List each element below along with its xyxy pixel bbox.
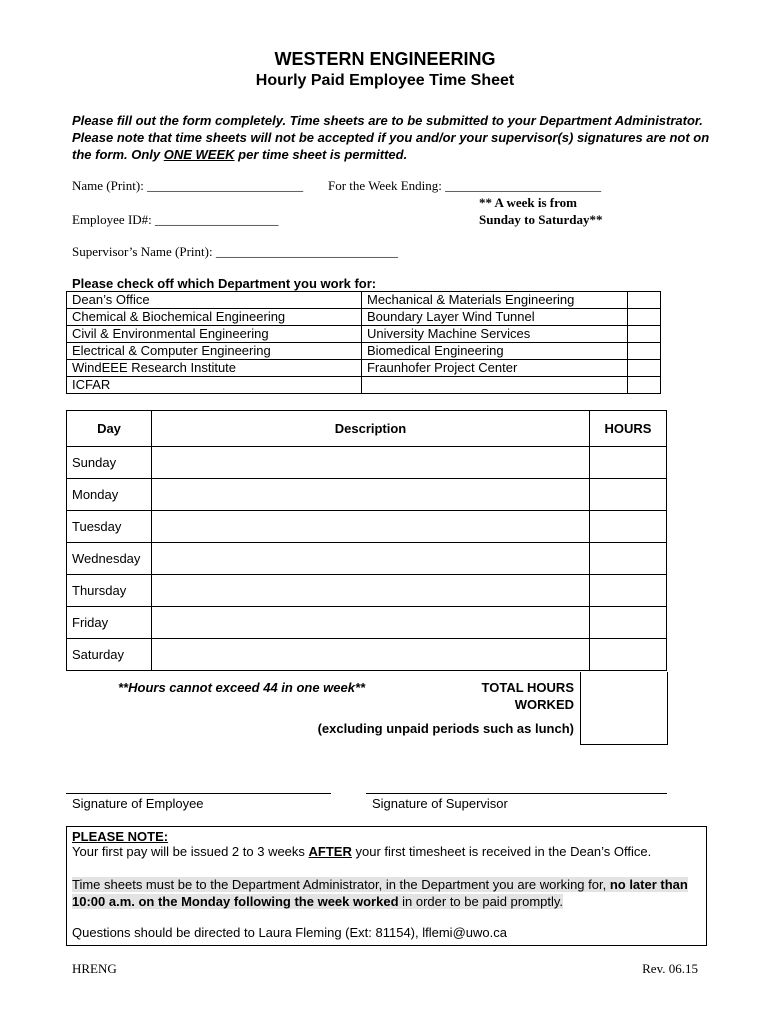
note-questions: Questions should be directed to Laura Fleming (Ext: 81154), lflemi@uwo.ca [72,925,507,940]
description-column-header: Description [152,411,590,447]
day-row-sunday [67,447,667,479]
week-note-line2: Sunday to Saturday** [479,212,603,227]
note-first-pay-a: Your first pay will be issued 2 to 3 weeks [72,844,309,859]
total-hours-label-line1: TOTAL HOURS [481,680,574,695]
day-row-monday [67,479,667,511]
employee-id-field[interactable]: Employee ID#: ___________________ [72,212,279,227]
instructions-part1: Please fill out the form completely. Time sheets are to be submitted to your Department Administrator. Please note that time sheets will not be accepted if you and/or your supervisor(s) signatures are not on the form. Only [72,113,710,162]
department-checkbox[interactable] [627,292,660,309]
department-table [66,291,661,394]
please-note-box [66,826,707,946]
hours-limit-note: **Hours cannot exceed 44 in one week** [118,680,366,695]
department-checkbox[interactable] [340,326,361,343]
department-checkbox[interactable] [627,360,660,377]
department-checkbox[interactable] [627,309,660,326]
note-first-pay [67,844,706,859]
department-checkbox[interactable] [340,309,361,326]
day-row-friday [67,607,667,639]
hours-cell[interactable] [590,575,667,607]
week-ending-field[interactable]: For the Week Ending: ________________________ [328,178,602,193]
department-checkbox[interactable] [340,292,361,309]
employee-signature-label: Signature of Employee [72,796,204,811]
note-first-pay-after: AFTER [308,844,352,859]
hours-cell[interactable] [590,511,667,543]
department-checkbox[interactable] [627,343,660,360]
department-checkbox[interactable] [340,377,361,394]
department-left-label: ICFAR [67,377,341,394]
department-heading: Please check off which Department you work for: [72,276,377,291]
department-row [67,292,661,309]
description-cell[interactable] [152,447,590,479]
day-label: Friday [67,607,152,639]
department-row [67,343,661,360]
day-label: Thursday [67,575,152,607]
department-checkbox[interactable] [340,343,361,360]
employee-signature-line[interactable] [66,793,331,794]
department-row [67,309,661,326]
footer-code: HRENG [72,961,117,976]
name-field[interactable]: Name (Print): ________________________ [72,178,304,193]
day-row-saturday [67,639,667,671]
hours-cell[interactable] [590,479,667,511]
timesheet-header-row [67,411,667,447]
department-left-label: Dean’s Office [67,292,341,309]
note-deadline-b: no later than 10:00 a.m. on the Monday following the week worked [72,877,688,909]
day-row-wednesday [67,543,667,575]
day-label: Saturday [67,639,152,671]
note-first-pay-c: your first timesheet is received in the Dean’s Office. [351,844,652,859]
department-row [67,377,661,394]
hours-cell[interactable] [590,639,667,671]
timesheet-table [66,410,667,671]
department-left-label: WindEEE Research Institute [67,360,341,377]
hours-cell[interactable] [590,447,667,479]
day-column-header: Day [67,411,152,447]
day-row-thursday [67,575,667,607]
note-deadline-a: Time sheets must be to the Department Administrator, in the Department you are working for, [72,877,610,892]
department-right-label: Biomedical Engineering [361,343,627,360]
description-cell[interactable] [152,639,590,671]
week-note-line1: ** A week is from [479,195,577,210]
total-hours-box[interactable] [580,672,668,745]
instructions-emphasis: ONE WEEK [163,147,235,162]
description-cell[interactable] [152,511,590,543]
total-hours-label-line2: WORKED [514,697,574,712]
department-right-label: University Machine Services [361,326,627,343]
department-left-label: Chemical & Biochemical Engineering [67,309,341,326]
day-label: Monday [67,479,152,511]
department-left-label: Civil & Environmental Engineering [67,326,341,343]
note-heading: PLEASE NOTE: [72,829,169,844]
hours-cell[interactable] [590,543,667,575]
hours-cell[interactable] [590,607,667,639]
day-label: Sunday [67,447,152,479]
excluding-note: (excluding unpaid periods such as lunch) [317,721,574,736]
day-label: Tuesday [67,511,152,543]
supervisor-signature-label: Signature of Supervisor [372,796,508,811]
supervisor-signature-line[interactable] [366,793,667,794]
department-right-label: Mechanical & Materials Engineering [361,292,627,309]
description-cell[interactable] [152,543,590,575]
department-checkbox[interactable] [627,377,660,394]
org-title: WESTERN ENGINEERING [274,49,496,69]
hours-column-header: HOURS [590,411,667,447]
department-right-label: Boundary Layer Wind Tunnel [361,309,627,326]
supervisor-name-field[interactable]: Supervisor’s Name (Print): ____________________________ [72,244,398,259]
description-cell[interactable] [152,607,590,639]
department-checkbox[interactable] [627,326,660,343]
note-deadline [67,876,706,910]
department-right-label [361,377,627,394]
form-title: Hourly Paid Employee Time Sheet [255,72,515,89]
day-row-tuesday [67,511,667,543]
description-cell[interactable] [152,575,590,607]
footer-revision: Rev. 06.15 [642,961,698,976]
instructions-part2: per time sheet is permitted. [234,147,408,162]
department-checkbox[interactable] [340,360,361,377]
department-row [67,360,661,377]
day-label: Wednesday [67,543,152,575]
department-right-label: Fraunhofer Project Center [361,360,627,377]
description-cell[interactable] [152,479,590,511]
instructions [72,112,712,163]
department-left-label: Electrical & Computer Engineering [67,343,341,360]
department-row [67,326,661,343]
note-deadline-c: in order to be paid promptly. [398,894,564,909]
